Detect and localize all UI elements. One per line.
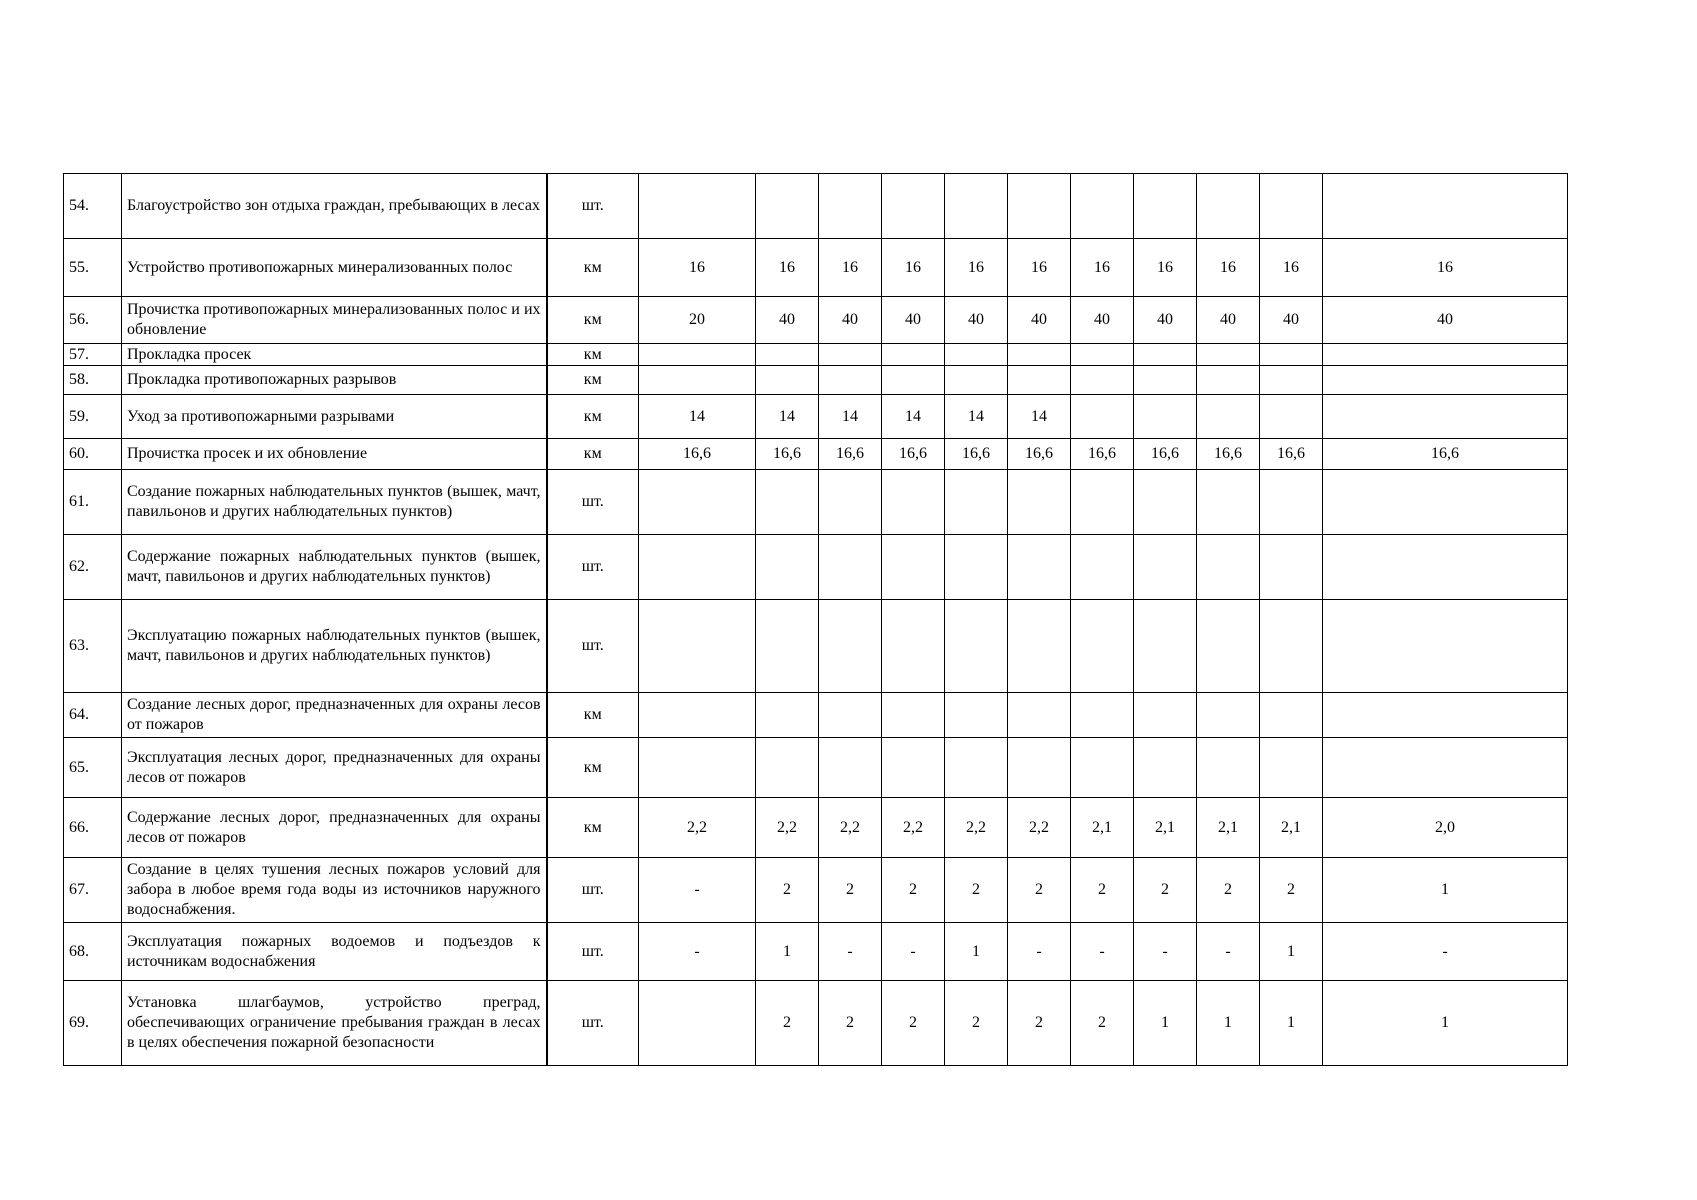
- value-cell: [1260, 535, 1323, 600]
- value-cell: [756, 535, 819, 600]
- value-cell: [1197, 366, 1260, 395]
- value-cell: [1197, 344, 1260, 366]
- value-cell: [1134, 366, 1197, 395]
- value-cell: [1323, 470, 1568, 535]
- value-cell: [1197, 738, 1260, 798]
- value-cell: [1008, 470, 1071, 535]
- row-number: 60.: [64, 439, 122, 470]
- row-number: 54.: [64, 174, 122, 239]
- value-cell: 2,2: [945, 798, 1008, 858]
- unit-of-measure: км: [547, 798, 639, 858]
- value-cell: [882, 470, 945, 535]
- value-cell: 16,6: [1260, 439, 1323, 470]
- value-cell: [756, 174, 819, 239]
- value-cell: [1323, 344, 1568, 366]
- value-cell: [1323, 535, 1568, 600]
- value-cell: 2,2: [756, 798, 819, 858]
- value-cell: 16,6: [1008, 439, 1071, 470]
- unit-of-measure: шт.: [547, 858, 639, 923]
- measure-name: Эксплуатацию пожарных наблюдательных пунктов (вышек, мачт, павильонов и других наблюдательных пунктов): [122, 600, 547, 693]
- measure-name: Прочистка просек и их обновление: [122, 439, 547, 470]
- value-cell: [819, 738, 882, 798]
- value-cell: 16,6: [945, 439, 1008, 470]
- value-cell: 2,1: [1197, 798, 1260, 858]
- value-cell: 1: [1197, 981, 1260, 1066]
- table-row: [64, 693, 1568, 738]
- value-cell: [945, 693, 1008, 738]
- value-cell: [1260, 344, 1323, 366]
- fire-protection-measures-table: [63, 173, 1568, 1066]
- value-cell: [1323, 366, 1568, 395]
- table-row: [64, 439, 1568, 470]
- measure-name: Прочистка противопожарных минерализованных полос и их обновление: [122, 297, 547, 344]
- measure-name: Эксплуатация лесных дорог, предназначенных для охраны лесов от пожаров: [122, 738, 547, 798]
- unit-of-measure: шт.: [547, 535, 639, 600]
- value-cell: 16: [945, 239, 1008, 297]
- value-cell: -: [1008, 923, 1071, 981]
- measure-name: Создание пожарных наблюдательных пунктов (вышек, мачт, павильонов и других наблюдательных пунктов): [122, 470, 547, 535]
- value-cell: [639, 738, 756, 798]
- table-row: [64, 600, 1568, 693]
- value-cell: 40: [756, 297, 819, 344]
- value-cell: 2: [945, 981, 1008, 1066]
- value-cell: [882, 535, 945, 600]
- row-number: 67.: [64, 858, 122, 923]
- value-cell: [1260, 693, 1323, 738]
- value-cell: [1134, 600, 1197, 693]
- value-cell: -: [882, 923, 945, 981]
- table-row: [64, 344, 1568, 366]
- unit-of-measure: км: [547, 439, 639, 470]
- value-cell: 2: [1008, 981, 1071, 1066]
- value-cell: [639, 981, 756, 1066]
- value-cell: 2: [1260, 858, 1323, 923]
- value-cell: 40: [1260, 297, 1323, 344]
- row-number: 63.: [64, 600, 122, 693]
- value-cell: [1134, 535, 1197, 600]
- value-cell: 2,1: [1071, 798, 1134, 858]
- measure-name: Уход за противопожарными разрывами: [122, 395, 547, 439]
- value-cell: 16: [882, 239, 945, 297]
- unit-of-measure: шт.: [547, 600, 639, 693]
- table-body: [64, 174, 1568, 1066]
- value-cell: [639, 535, 756, 600]
- value-cell: 16: [819, 239, 882, 297]
- value-cell: 2,2: [882, 798, 945, 858]
- value-cell: [1323, 738, 1568, 798]
- value-cell: [1071, 693, 1134, 738]
- value-cell: 16,6: [882, 439, 945, 470]
- value-cell: [945, 600, 1008, 693]
- value-cell: 2,1: [1260, 798, 1323, 858]
- value-cell: [1260, 366, 1323, 395]
- value-cell: [1071, 738, 1134, 798]
- value-cell: 2,2: [639, 798, 756, 858]
- unit-of-measure: км: [547, 297, 639, 344]
- value-cell: [1008, 535, 1071, 600]
- value-cell: [1071, 395, 1134, 439]
- measure-name: Прокладка просек: [122, 344, 547, 366]
- measure-name: Создание в целях тушения лесных пожаров условий для забора в любое время года воды из источников наружного водоснабжения.: [122, 858, 547, 923]
- value-cell: 2,2: [819, 798, 882, 858]
- value-cell: -: [639, 923, 756, 981]
- value-cell: [882, 693, 945, 738]
- value-cell: [1323, 600, 1568, 693]
- value-cell: 2: [819, 858, 882, 923]
- value-cell: [1071, 535, 1134, 600]
- value-cell: [1071, 344, 1134, 366]
- measure-name: Прокладка противопожарных разрывов: [122, 366, 547, 395]
- value-cell: [819, 344, 882, 366]
- value-cell: 2: [882, 858, 945, 923]
- value-cell: [756, 366, 819, 395]
- value-cell: [882, 738, 945, 798]
- value-cell: [1260, 174, 1323, 239]
- value-cell: 16,6: [756, 439, 819, 470]
- value-cell: 2: [1134, 858, 1197, 923]
- unit-of-measure: км: [547, 366, 639, 395]
- row-number: 57.: [64, 344, 122, 366]
- row-number: 59.: [64, 395, 122, 439]
- value-cell: 2: [945, 858, 1008, 923]
- row-number: 66.: [64, 798, 122, 858]
- value-cell: 2: [1008, 858, 1071, 923]
- value-cell: [1071, 470, 1134, 535]
- value-cell: 14: [945, 395, 1008, 439]
- value-cell: 16: [1071, 239, 1134, 297]
- value-cell: [1008, 738, 1071, 798]
- value-cell: [1134, 738, 1197, 798]
- value-cell: [819, 600, 882, 693]
- value-cell: 20: [639, 297, 756, 344]
- value-cell: [882, 174, 945, 239]
- value-cell: 2,2: [1008, 798, 1071, 858]
- value-cell: 2: [819, 981, 882, 1066]
- measure-name: Содержание пожарных наблюдательных пунктов (вышек, мачт, павильонов и других наблюдательных пунктов): [122, 535, 547, 600]
- value-cell: 2: [882, 981, 945, 1066]
- measure-name: Благоустройство зон отдыха граждан, пребывающих в лесах: [122, 174, 547, 239]
- measure-name: Эксплуатация пожарных водоемов и подъездов к источникам водоснабжения: [122, 923, 547, 981]
- value-cell: 16,6: [1323, 439, 1568, 470]
- value-cell: 40: [1071, 297, 1134, 344]
- value-cell: 14: [882, 395, 945, 439]
- unit-of-measure: шт.: [547, 470, 639, 535]
- value-cell: 2: [1197, 858, 1260, 923]
- table-row: [64, 858, 1568, 923]
- unit-of-measure: км: [547, 395, 639, 439]
- value-cell: 40: [1008, 297, 1071, 344]
- value-cell: [1071, 174, 1134, 239]
- measure-name: Создание лесных дорог, предназначенных для охраны лесов от пожаров: [122, 693, 547, 738]
- value-cell: 16,6: [1197, 439, 1260, 470]
- value-cell: 1: [1134, 981, 1197, 1066]
- row-number: 58.: [64, 366, 122, 395]
- value-cell: [1008, 344, 1071, 366]
- value-cell: 14: [639, 395, 756, 439]
- unit-of-measure: шт.: [547, 981, 639, 1066]
- row-number: 56.: [64, 297, 122, 344]
- value-cell: [756, 344, 819, 366]
- value-cell: [819, 366, 882, 395]
- table-row: [64, 535, 1568, 600]
- value-cell: 16: [1197, 239, 1260, 297]
- table-row: [64, 923, 1568, 981]
- table-row: [64, 366, 1568, 395]
- value-cell: [819, 535, 882, 600]
- value-cell: [639, 174, 756, 239]
- value-cell: [756, 693, 819, 738]
- table-row: [64, 798, 1568, 858]
- value-cell: 1: [1323, 858, 1568, 923]
- value-cell: -: [1323, 923, 1568, 981]
- value-cell: [756, 738, 819, 798]
- value-cell: [1260, 600, 1323, 693]
- value-cell: [882, 344, 945, 366]
- row-number: 64.: [64, 693, 122, 738]
- value-cell: 1: [1323, 981, 1568, 1066]
- measure-name: Установка шлагбаумов, устройство преград, обеспечивающих ограничение пребывания граждан в лесах в целях обеспечения пожарной безопасности: [122, 981, 547, 1066]
- value-cell: [1134, 470, 1197, 535]
- row-number: 62.: [64, 535, 122, 600]
- value-cell: [756, 470, 819, 535]
- value-cell: [819, 174, 882, 239]
- value-cell: [756, 600, 819, 693]
- value-cell: 14: [819, 395, 882, 439]
- table-row: [64, 174, 1568, 239]
- measure-name: Содержание лесных дорог, предназначенных для охраны лесов от пожаров: [122, 798, 547, 858]
- table-row: [64, 297, 1568, 344]
- value-cell: [945, 366, 1008, 395]
- value-cell: [639, 693, 756, 738]
- value-cell: [945, 738, 1008, 798]
- value-cell: -: [1071, 923, 1134, 981]
- value-cell: [1260, 470, 1323, 535]
- unit-of-measure: км: [547, 344, 639, 366]
- value-cell: [639, 344, 756, 366]
- value-cell: 1: [756, 923, 819, 981]
- value-cell: [1323, 693, 1568, 738]
- value-cell: 2: [756, 981, 819, 1066]
- value-cell: 16,6: [1071, 439, 1134, 470]
- row-number: 69.: [64, 981, 122, 1066]
- value-cell: [1197, 395, 1260, 439]
- table-row: [64, 738, 1568, 798]
- value-cell: [1260, 738, 1323, 798]
- value-cell: [1197, 535, 1260, 600]
- value-cell: 16,6: [1134, 439, 1197, 470]
- table-row: [64, 395, 1568, 439]
- unit-of-measure: км: [547, 239, 639, 297]
- unit-of-measure: км: [547, 693, 639, 738]
- value-cell: [639, 366, 756, 395]
- value-cell: 16,6: [639, 439, 756, 470]
- value-cell: 2: [1071, 981, 1134, 1066]
- value-cell: 1: [1260, 981, 1323, 1066]
- value-cell: 2,0: [1323, 798, 1568, 858]
- value-cell: [1008, 366, 1071, 395]
- value-cell: 2,1: [1134, 798, 1197, 858]
- value-cell: [882, 366, 945, 395]
- value-cell: [1197, 470, 1260, 535]
- value-cell: [1008, 600, 1071, 693]
- value-cell: 40: [882, 297, 945, 344]
- value-cell: [1197, 693, 1260, 738]
- value-cell: -: [819, 923, 882, 981]
- measure-name: Устройство противопожарных минерализованных полос: [122, 239, 547, 297]
- value-cell: [819, 693, 882, 738]
- value-cell: [639, 600, 756, 693]
- table-row: [64, 981, 1568, 1066]
- value-cell: [1008, 693, 1071, 738]
- value-cell: [639, 470, 756, 535]
- value-cell: [882, 600, 945, 693]
- value-cell: [1134, 395, 1197, 439]
- value-cell: [1323, 395, 1568, 439]
- value-cell: 14: [756, 395, 819, 439]
- value-cell: 16: [639, 239, 756, 297]
- value-cell: 40: [1323, 297, 1568, 344]
- value-cell: 16: [1260, 239, 1323, 297]
- row-number: 61.: [64, 470, 122, 535]
- value-cell: [945, 174, 1008, 239]
- unit-of-measure: шт.: [547, 174, 639, 239]
- value-cell: [1008, 174, 1071, 239]
- table-row: [64, 239, 1568, 297]
- value-cell: [1134, 693, 1197, 738]
- value-cell: [1071, 366, 1134, 395]
- value-cell: [945, 535, 1008, 600]
- value-cell: [1134, 344, 1197, 366]
- value-cell: 16: [1323, 239, 1568, 297]
- table-row: [64, 470, 1568, 535]
- value-cell: [1071, 600, 1134, 693]
- row-number: 55.: [64, 239, 122, 297]
- value-cell: -: [1134, 923, 1197, 981]
- value-cell: [945, 470, 1008, 535]
- value-cell: 16: [756, 239, 819, 297]
- value-cell: 1: [1260, 923, 1323, 981]
- value-cell: [819, 470, 882, 535]
- value-cell: 1: [945, 923, 1008, 981]
- value-cell: [1197, 174, 1260, 239]
- value-cell: [1134, 174, 1197, 239]
- value-cell: 16: [1008, 239, 1071, 297]
- unit-of-measure: шт.: [547, 923, 639, 981]
- value-cell: 16: [1134, 239, 1197, 297]
- value-cell: [945, 344, 1008, 366]
- value-cell: 40: [819, 297, 882, 344]
- value-cell: 2: [756, 858, 819, 923]
- value-cell: 40: [945, 297, 1008, 344]
- value-cell: [1197, 600, 1260, 693]
- value-cell: -: [1197, 923, 1260, 981]
- unit-of-measure: км: [547, 738, 639, 798]
- row-number: 68.: [64, 923, 122, 981]
- value-cell: 40: [1134, 297, 1197, 344]
- value-cell: 14: [1008, 395, 1071, 439]
- value-cell: [1260, 395, 1323, 439]
- value-cell: [1323, 174, 1568, 239]
- row-number: 65.: [64, 738, 122, 798]
- value-cell: 2: [1071, 858, 1134, 923]
- value-cell: -: [639, 858, 756, 923]
- value-cell: 40: [1197, 297, 1260, 344]
- value-cell: 16,6: [819, 439, 882, 470]
